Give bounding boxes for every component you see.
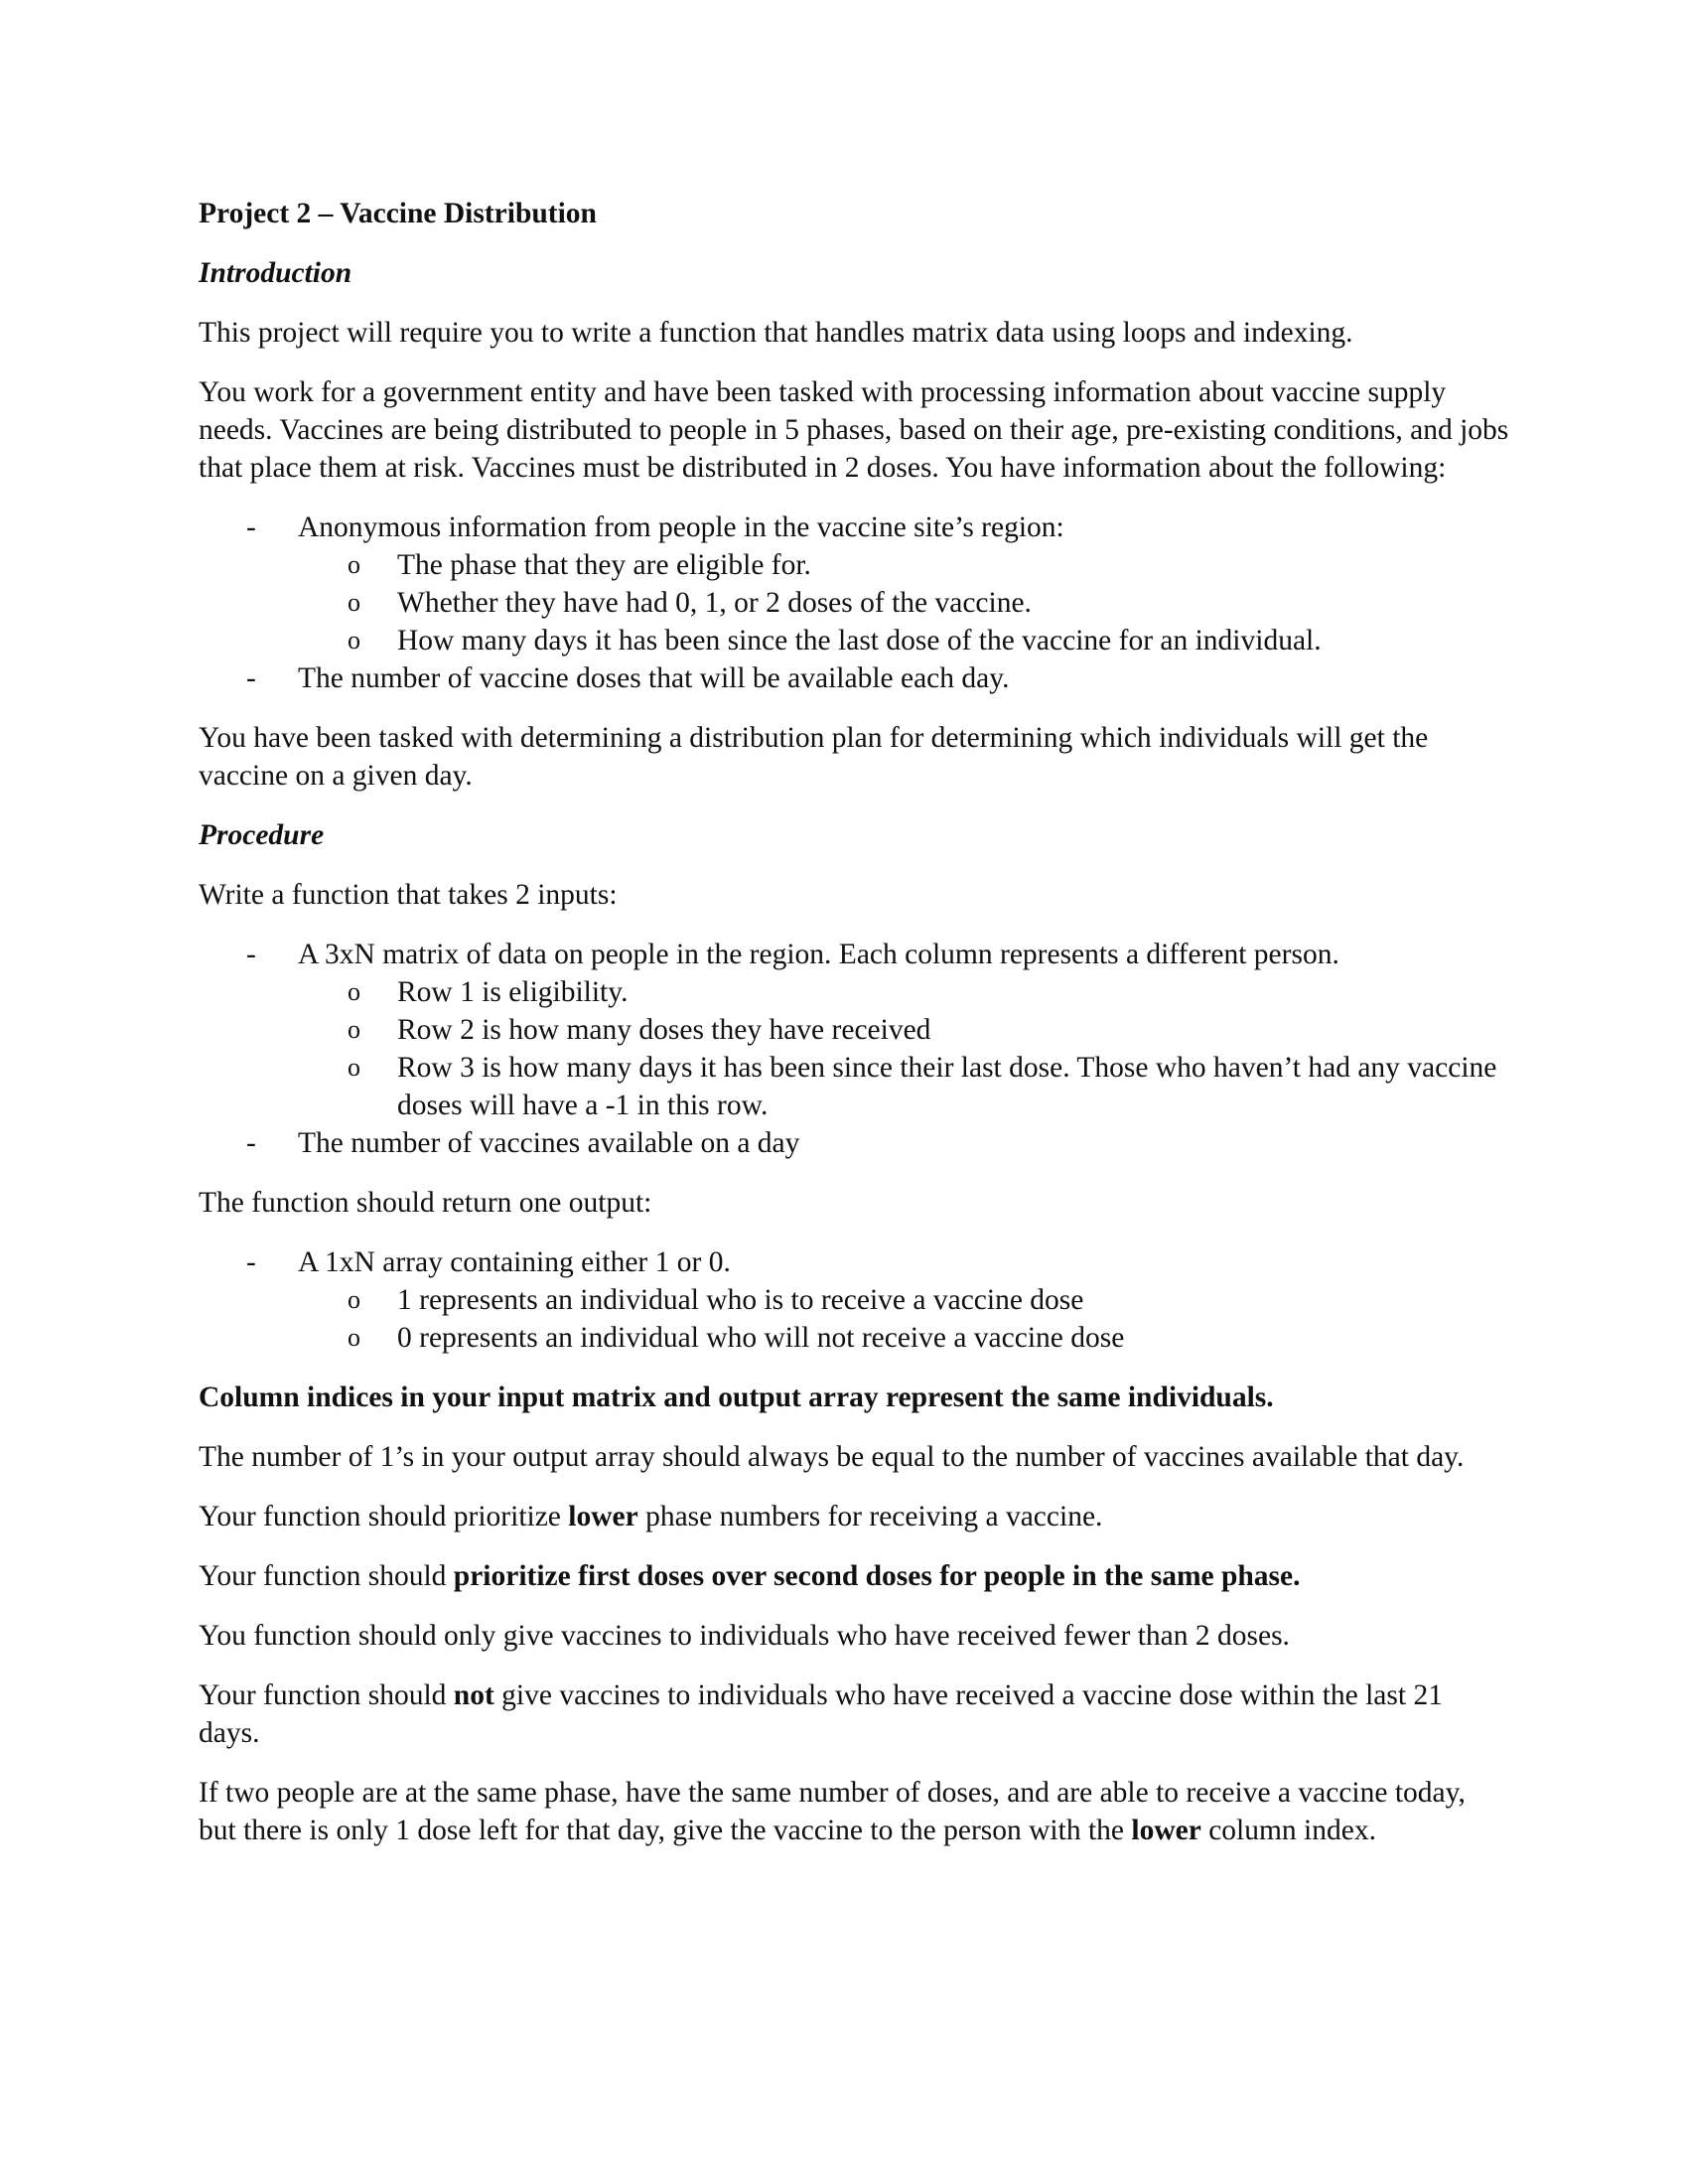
sub-list-item-text: Whether they have had 0, 1, or 2 doses of the vaccine. xyxy=(397,587,1032,619)
rule-emphasis: prioritize first doses over second doses for people in the same phase. xyxy=(453,1560,1301,1592)
list-item xyxy=(199,936,1509,1124)
sub-list-item xyxy=(298,546,1509,584)
rule-21-days-paragraph xyxy=(199,1676,1509,1752)
sub-list-item xyxy=(298,622,1509,659)
sub-list xyxy=(298,973,1509,1124)
sub-list-item-text: Row 1 is eligibility. xyxy=(397,976,629,1008)
rule-emphasis: not xyxy=(453,1679,494,1711)
dash-bullet: - xyxy=(246,1127,256,1159)
info-list xyxy=(199,509,1509,697)
rule-count-paragraph: The number of 1’s in your output array should always be equal to the number of vaccines available that day. xyxy=(199,1441,1465,1473)
rule-first-dose-paragraph xyxy=(199,1557,1509,1595)
sub-list-item xyxy=(298,1281,1509,1319)
rule-text: phase numbers for receiving a vaccine. xyxy=(637,1501,1103,1532)
procedure-heading: Procedure xyxy=(199,819,325,851)
sub-list-item-text: 0 represents an individual who will not receive a vaccine dose xyxy=(397,1322,1125,1354)
input-list xyxy=(199,936,1509,1162)
procedure-paragraph-1: Write a function that takes 2 inputs: xyxy=(199,879,618,911)
sub-list-item-text: Row 2 is how many doses they have received xyxy=(397,1014,931,1046)
sub-list-item xyxy=(298,973,1509,1011)
rule-fewer-doses-paragraph: You function should only give vaccines to individuals who have received fewer than 2 doses. xyxy=(199,1620,1290,1652)
document-body xyxy=(199,195,1509,1871)
column-note: Column indices in your input matrix and output array represent the same individuals. xyxy=(199,1382,1274,1413)
list-item xyxy=(199,659,1509,697)
intro-paragraph-3: You have been tasked with determining a distribution plan for determining which individuals will get the vaccine on a given day. xyxy=(199,722,1429,792)
list-item-text: Anonymous information from people in the vaccine site’s region: xyxy=(298,511,1064,543)
list-item-text: A 1xN array containing either 1 or 0. xyxy=(298,1246,731,1278)
dash-bullet: - xyxy=(246,662,256,694)
sub-list-item xyxy=(298,1011,1509,1049)
rule-text: give vaccines to individuals who have received a vaccine dose within the last 21 days. xyxy=(199,1679,1443,1749)
sub-list xyxy=(298,546,1509,659)
dash-bullet: - xyxy=(246,511,256,543)
procedure-paragraph-2: The function should return one output: xyxy=(199,1187,652,1219)
document-title: Project 2 – Vaccine Distribution xyxy=(199,198,597,229)
circle-bullet: o xyxy=(348,1323,360,1352)
rule-tie-paragraph xyxy=(199,1774,1509,1849)
dash-bullet: - xyxy=(246,939,256,970)
sub-list-item-text: 1 represents an individual who is to receive a vaccine dose xyxy=(397,1284,1084,1316)
sub-list-item-text: Row 3 is how many days it has been since their last dose. Those who haven’t had any vaccine doses will have a -1 in this row. xyxy=(397,1052,1497,1121)
circle-bullet: o xyxy=(348,1015,360,1044)
rule-lower-phase-paragraph xyxy=(199,1498,1509,1535)
intro-paragraph-1: This project will require you to write a function that handles matrix data using loops and indexing. xyxy=(199,317,1353,349)
output-list xyxy=(199,1243,1509,1357)
circle-bullet: o xyxy=(348,626,360,655)
circle-bullet: o xyxy=(348,550,360,579)
sub-list-item-text: The phase that they are eligible for. xyxy=(397,549,811,581)
rule-emphasis: lower xyxy=(1131,1815,1201,1846)
rule-text: Your function should xyxy=(199,1560,454,1592)
sub-list-item xyxy=(298,584,1509,622)
intro-paragraph-2: You work for a government entity and have been tasked with processing information about vaccine supply needs. Vaccines are being distributed to people in 5 phases, based on their age, pre-existing conditions, and jobs that place them at risk. Vaccines must be distributed in 2 doses. You have information about the following: xyxy=(199,376,1509,484)
list-item xyxy=(199,1124,1509,1162)
circle-bullet: o xyxy=(348,588,360,617)
list-item-text: The number of vaccines available on a day xyxy=(298,1127,800,1159)
list-item-text: The number of vaccine doses that will be available each day. xyxy=(298,662,1010,694)
sub-list-item xyxy=(298,1319,1509,1357)
list-item xyxy=(199,1243,1509,1357)
introduction-heading: Introduction xyxy=(199,257,352,289)
circle-bullet: o xyxy=(348,1285,360,1314)
list-item xyxy=(199,509,1509,659)
rule-text: Your function should xyxy=(199,1679,454,1711)
dash-bullet: - xyxy=(246,1246,256,1278)
rule-text: Your function should prioritize xyxy=(199,1501,569,1532)
rule-text: If two people are at the same phase, have the same number of doses, and are able to receive a vaccine today, but there is only 1 dose left for that day, give the vaccine to the person with the xyxy=(199,1777,1466,1846)
sub-list-item xyxy=(298,1049,1509,1124)
rule-emphasis: lower xyxy=(568,1501,638,1532)
sub-list xyxy=(298,1281,1509,1357)
circle-bullet: o xyxy=(348,977,360,1006)
rule-text: column index. xyxy=(1200,1815,1376,1846)
circle-bullet: o xyxy=(348,1053,360,1082)
list-item-text: A 3xN matrix of data on people in the region. Each column represents a different person. xyxy=(298,939,1339,970)
sub-list-item-text: How many days it has been since the last dose of the vaccine for an individual. xyxy=(397,625,1322,656)
